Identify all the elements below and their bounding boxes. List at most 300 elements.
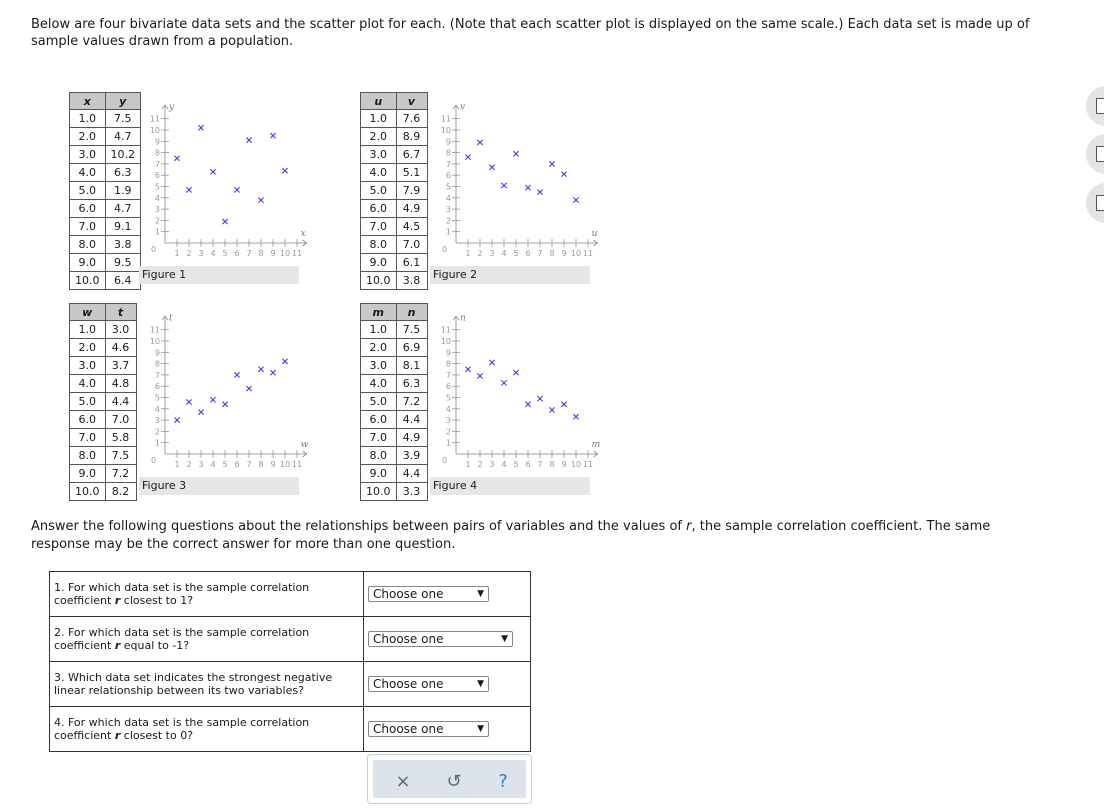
table-row: [361, 411, 428, 429]
data-point: [525, 402, 530, 407]
y-value-cell: 8.1: [396, 357, 427, 375]
table-row: [361, 447, 428, 465]
table-row: [70, 483, 137, 501]
y-value-cell: 6.7: [396, 146, 427, 164]
table-row: [70, 236, 141, 254]
x-value-cell: 8.0: [70, 236, 106, 254]
y-tick-label: 3: [445, 205, 451, 215]
x-value-cell: 3.0: [361, 146, 397, 164]
x-value-cell: 10.0: [361, 272, 397, 290]
y-axis-label: n: [460, 313, 466, 324]
data-point: [258, 197, 263, 202]
y-value-cell: 3.8: [105, 236, 141, 254]
y-tick-label: 11: [149, 325, 160, 335]
y-tick-label: 3: [154, 205, 160, 215]
y-tick-label: 3: [445, 416, 451, 426]
origin-label: 0: [442, 245, 448, 254]
y-value-cell: 4.7: [105, 128, 141, 146]
y-tick-label: 10: [149, 337, 160, 346]
y-value-cell: 7.5: [105, 110, 141, 128]
y-value-cell: 3.0: [105, 321, 136, 339]
y-tick-label: 1: [445, 438, 451, 448]
x-value-cell: 2.0: [70, 339, 106, 357]
x-value-cell: 5.0: [70, 393, 106, 411]
question-part: 2. For which data set is the sample correlation coefficient: [54, 626, 310, 652]
question-row: [50, 707, 531, 752]
y-tick-label: 7: [154, 370, 160, 380]
x-axis-label: m: [591, 440, 601, 450]
data-point: [489, 165, 494, 170]
x-value-cell: 7.0: [361, 429, 397, 447]
data-point: [282, 359, 287, 364]
data-point: [573, 197, 578, 202]
x-value-cell: 5.0: [361, 182, 397, 200]
x-tick-label: 8: [258, 249, 264, 258]
y-value-cell: 8.9: [396, 128, 427, 146]
x-value-cell: 6.0: [70, 411, 106, 429]
data-point: [270, 370, 275, 375]
x-value-cell: 3.0: [70, 357, 106, 375]
y-tick-label: 5: [154, 182, 160, 192]
y-tick-label: 4: [445, 193, 451, 203]
table-row: [361, 182, 428, 200]
table-row: [70, 447, 137, 465]
table-row: [70, 218, 141, 236]
data-point: [222, 402, 227, 407]
help-button[interactable]: ?: [498, 770, 508, 792]
x-tick-label: 2: [186, 249, 192, 258]
scatter-plot-4: [430, 303, 601, 473]
x-tick-label: 2: [477, 460, 483, 469]
x-tick-label: 1: [465, 460, 471, 469]
origin-label: 0: [151, 245, 157, 254]
select-value: Choose one: [373, 632, 444, 646]
notes-tab[interactable]: [1086, 183, 1104, 223]
x-tick-label: 6: [525, 460, 531, 469]
table-row: [361, 272, 428, 290]
select-value: Choose one: [373, 677, 444, 691]
y-tick-label: 8: [154, 359, 160, 369]
y-value-cell: 4.9: [396, 200, 427, 218]
x-tick-label: 3: [198, 249, 204, 258]
column-header: y: [105, 93, 141, 110]
data-point: [186, 399, 191, 404]
y-tick-label: 4: [154, 193, 160, 203]
x-tick-label: 1: [465, 249, 471, 258]
y-tick-label: 8: [445, 359, 451, 369]
answer-select-1[interactable]: [368, 586, 489, 602]
x-value-cell: 6.0: [361, 200, 397, 218]
table-row: [361, 200, 428, 218]
answer-select-2[interactable]: [368, 631, 513, 647]
select-value: Choose one: [373, 722, 444, 736]
x-tick-label: 7: [246, 249, 252, 258]
y-tick-label: 2: [154, 216, 160, 226]
figure-label: Figure 2: [430, 266, 590, 284]
answer-cell: [364, 662, 531, 707]
y-value-cell: 3.9: [396, 447, 427, 465]
x-value-cell: 3.0: [70, 146, 106, 164]
x-tick-label: 1: [174, 249, 180, 258]
table-row: [70, 411, 137, 429]
y-value-cell: 7.9: [396, 182, 427, 200]
question-text: [50, 572, 364, 617]
table-row: [70, 164, 141, 182]
table-row: [361, 357, 428, 375]
y-tick-label: 6: [445, 171, 451, 181]
origin-label: 0: [151, 456, 157, 465]
x-value-cell: 4.0: [361, 375, 397, 393]
x-tick-label: 4: [501, 249, 507, 258]
data-point: [186, 187, 191, 192]
column-header: m: [361, 304, 397, 321]
x-tick-label: 8: [258, 460, 264, 469]
x-tick-label: 4: [210, 249, 216, 258]
data-point: [561, 402, 566, 407]
question-part: 4. For which data set is the sample correlation coefficient: [54, 716, 310, 742]
y-tick-label: 6: [445, 382, 451, 392]
y-tick-label: 4: [445, 404, 451, 414]
y-value-cell: 4.4: [105, 393, 136, 411]
data-point: [222, 219, 227, 224]
answer-select-4[interactable]: [368, 721, 489, 737]
table-row: [70, 321, 137, 339]
x-value-cell: 8.0: [70, 447, 106, 465]
y-tick-label: 11: [440, 114, 451, 124]
x-value-cell: 10.0: [70, 272, 106, 290]
y-tick-label: 8: [445, 148, 451, 158]
x-tick-label: 5: [513, 460, 519, 469]
x-tick-label: 1: [174, 460, 180, 469]
question-part: equal to -1?: [120, 639, 190, 652]
x-tick-label: 9: [270, 249, 276, 258]
y-axis-label: t: [169, 313, 173, 324]
calculator-tab[interactable]: [1086, 86, 1104, 126]
data-point: [210, 397, 215, 402]
y-tick-label: 6: [154, 171, 160, 181]
y-tick-label: 11: [149, 114, 160, 124]
y-tick-label: 5: [445, 182, 451, 192]
data-point: [465, 367, 470, 372]
y-value-cell: 4.8: [105, 375, 136, 393]
y-value-cell: 6.1: [396, 254, 427, 272]
question-row: [50, 617, 531, 662]
x-value-cell: 2.0: [361, 339, 397, 357]
x-value-cell: 9.0: [361, 254, 397, 272]
table-row: [361, 218, 428, 236]
table-row: [361, 393, 428, 411]
data-point: [477, 373, 482, 378]
y-value-cell: 7.2: [105, 465, 136, 483]
table-row: [70, 339, 137, 357]
x-value-cell: 1.0: [70, 321, 106, 339]
y-tick-label: 9: [445, 348, 451, 358]
reference-tab[interactable]: [1086, 134, 1104, 174]
y-axis-label: y: [169, 102, 175, 113]
table-row: [70, 110, 141, 128]
x-tick-label: 10: [570, 249, 582, 258]
data-point: [282, 168, 287, 173]
table-row: [361, 110, 428, 128]
answer-cell: [364, 617, 531, 662]
table-row: [70, 254, 141, 272]
table-row: [361, 164, 428, 182]
table-row: [361, 254, 428, 272]
x-tick-label: 2: [477, 249, 483, 258]
x-tick-label: 4: [501, 460, 507, 469]
y-value-cell: 4.4: [396, 411, 427, 429]
y-value-cell: 1.9: [105, 182, 141, 200]
scatter-plot-1: [139, 92, 306, 262]
y-tick-label: 6: [154, 382, 160, 392]
table-row: [70, 128, 141, 146]
y-value-cell: 7.2: [396, 393, 427, 411]
y-value-cell: 6.9: [396, 339, 427, 357]
table-row: [361, 128, 428, 146]
y-value-cell: 3.3: [396, 483, 427, 501]
x-tick-label: 2: [186, 460, 192, 469]
x-axis-label: w: [300, 440, 309, 450]
y-tick-label: 7: [154, 159, 160, 169]
y-tick-label: 1: [154, 227, 160, 237]
y-tick-label: 7: [445, 159, 451, 169]
y-value-cell: 9.1: [105, 218, 141, 236]
scatter-plot-2: [430, 92, 598, 262]
data-point: [174, 418, 179, 423]
x-tick-label: 9: [270, 460, 276, 469]
x-value-cell: 4.0: [70, 375, 106, 393]
clear-button[interactable]: ×: [395, 770, 411, 792]
calculator-icon: [1096, 98, 1104, 114]
intro-part: Answer the following questions about the relationships between pairs of variables and the values of: [31, 519, 687, 534]
toolbar-panel: [373, 760, 526, 798]
y-tick-label: 3: [154, 416, 160, 426]
x-value-cell: 7.0: [70, 218, 106, 236]
x-value-cell: 1.0: [361, 110, 397, 128]
question-row: [50, 662, 531, 707]
y-tick-label: 2: [445, 427, 451, 437]
y-tick-label: 9: [154, 137, 160, 147]
x-tick-label: 10: [279, 249, 291, 258]
data-point: [537, 396, 542, 401]
data-point: [174, 156, 179, 161]
x-tick-label: 8: [549, 460, 555, 469]
data-table-1: [69, 92, 141, 290]
y-value-cell: 8.2: [105, 483, 136, 501]
y-tick-label: 1: [154, 438, 160, 448]
y-axis-label: v: [460, 102, 466, 113]
r-symbol: r: [686, 519, 692, 534]
table-row: [361, 339, 428, 357]
y-value-cell: 6.4: [105, 272, 141, 290]
x-tick-label: 11: [582, 460, 594, 469]
data-point: [270, 133, 275, 138]
data-point: [525, 185, 530, 190]
r-symbol: r: [114, 594, 121, 607]
x-tick-label: 10: [279, 460, 291, 469]
x-value-cell: 9.0: [70, 254, 106, 272]
y-tick-label: 10: [440, 337, 451, 346]
x-value-cell: 10.0: [70, 483, 106, 501]
column-header: w: [70, 304, 106, 321]
answer-toolbar: [367, 754, 532, 804]
data-point: [501, 380, 506, 385]
y-tick-label: 4: [154, 404, 160, 414]
x-tick-label: 11: [291, 460, 303, 469]
data-point: [258, 367, 263, 372]
questions-table: [49, 571, 531, 752]
question-part: closest to 0?: [120, 729, 194, 742]
table-row: [70, 272, 141, 290]
y-value-cell: 10.2: [105, 146, 141, 164]
table-row: [361, 429, 428, 447]
intro-part: , the sample correlation coefficient. The same response may be the correct answer for more than one question.: [31, 519, 991, 552]
data-table-4: [360, 303, 428, 501]
column-header: x: [70, 93, 106, 110]
column-header: n: [396, 304, 427, 321]
y-value-cell: 3.8: [396, 272, 427, 290]
dropdown-arrow-icon: ▼: [477, 589, 484, 599]
question-part: 3. Which data set indicates the strongest negative linear relationship between its two variables?: [54, 671, 333, 697]
data-point: [549, 407, 554, 412]
table-row: [70, 393, 137, 411]
figure-label: Figure 3: [139, 477, 299, 495]
data-point: [246, 386, 251, 391]
x-value-cell: 6.0: [361, 411, 397, 429]
data-point: [465, 155, 470, 160]
data-point: [573, 414, 578, 419]
r-symbol: r: [114, 729, 121, 742]
y-value-cell: 5.1: [396, 164, 427, 182]
y-value-cell: 7.0: [105, 411, 136, 429]
x-tick-label: 5: [222, 249, 228, 258]
question-text: [50, 662, 364, 707]
figure-label: Figure 1: [139, 266, 299, 284]
dropdown-arrow-icon: ▼: [477, 679, 484, 689]
x-tick-label: 8: [549, 249, 555, 258]
data-point: [549, 161, 554, 166]
book-icon: [1096, 146, 1104, 162]
x-value-cell: 2.0: [361, 128, 397, 146]
dropdown-arrow-icon: ▼: [501, 634, 508, 644]
x-tick-label: 7: [246, 460, 252, 469]
x-tick-label: 9: [561, 249, 567, 258]
table-row: [361, 465, 428, 483]
x-value-cell: 7.0: [361, 218, 397, 236]
x-tick-label: 3: [489, 460, 495, 469]
table-row: [361, 483, 428, 501]
data-point: [198, 125, 203, 130]
y-tick-label: 9: [154, 348, 160, 358]
x-tick-label: 7: [537, 249, 543, 258]
x-tick-label: 5: [222, 460, 228, 469]
y-value-cell: 4.4: [396, 465, 427, 483]
data-point: [513, 151, 518, 156]
table-row: [70, 465, 137, 483]
answer-cell: [364, 572, 531, 617]
x-tick-label: 11: [291, 249, 303, 258]
x-tick-label: 11: [582, 249, 594, 258]
x-value-cell: 4.0: [361, 164, 397, 182]
table-row: [361, 321, 428, 339]
intro-text: Below are four bivariate data sets and the scatter plot for each. (Note that each scatter plot is displayed on the same scale.) Each data set is made up of sample values drawn from a population.: [31, 17, 1030, 49]
x-value-cell: 6.0: [70, 200, 106, 218]
x-axis-label: x: [300, 229, 306, 239]
x-value-cell: 1.0: [361, 321, 397, 339]
x-tick-label: 3: [489, 249, 495, 258]
y-tick-label: 10: [149, 126, 160, 135]
x-tick-label: 9: [561, 460, 567, 469]
y-value-cell: 6.3: [105, 164, 141, 182]
notes-icon: [1096, 195, 1104, 211]
answer-cell: [364, 707, 531, 752]
data-point: [477, 140, 482, 145]
r-symbol: r: [114, 639, 121, 652]
x-tick-label: 4: [210, 460, 216, 469]
question-part: 1. For which data set is the sample correlation coefficient: [54, 581, 310, 607]
y-tick-label: 7: [445, 370, 451, 380]
y-value-cell: 6.3: [396, 375, 427, 393]
x-value-cell: 3.0: [361, 357, 397, 375]
questions-intro: [31, 518, 1041, 554]
x-value-cell: 2.0: [70, 128, 106, 146]
y-tick-label: 2: [154, 427, 160, 437]
x-value-cell: 7.0: [70, 429, 106, 447]
data-point: [513, 370, 518, 375]
scatter-plot-3: [139, 303, 309, 473]
figure-label: Figure 4: [430, 477, 590, 495]
x-tick-label: 3: [198, 460, 204, 469]
y-value-cell: 5.8: [105, 429, 136, 447]
y-value-cell: 9.5: [105, 254, 141, 272]
dropdown-arrow-icon: ▼: [477, 724, 484, 734]
x-tick-label: 6: [234, 249, 240, 258]
data-point: [210, 169, 215, 174]
data-point: [489, 360, 494, 365]
y-tick-label: 5: [445, 393, 451, 403]
table-row: [70, 357, 137, 375]
y-tick-label: 8: [154, 148, 160, 158]
y-tick-label: 9: [445, 137, 451, 147]
column-header: u: [361, 93, 397, 110]
y-value-cell: 7.0: [396, 236, 427, 254]
undo-button[interactable]: ↺: [446, 770, 462, 792]
column-header: t: [105, 304, 136, 321]
table-row: [361, 146, 428, 164]
table-row: [70, 375, 137, 393]
question-row: [50, 572, 531, 617]
y-value-cell: 4.5: [396, 218, 427, 236]
x-value-cell: 8.0: [361, 236, 397, 254]
x-axis-label: u: [591, 229, 598, 239]
question-text: [50, 707, 364, 752]
data-table-2: [360, 92, 428, 290]
table-row: [361, 236, 428, 254]
y-tick-label: 10: [440, 126, 451, 135]
data-point: [198, 410, 203, 415]
y-value-cell: 3.7: [105, 357, 136, 375]
origin-label: 0: [442, 456, 448, 465]
x-tick-label: 6: [525, 249, 531, 258]
question-text: [50, 617, 364, 662]
table-row: [70, 429, 137, 447]
x-tick-label: 5: [513, 249, 519, 258]
data-point: [234, 187, 239, 192]
x-value-cell: 4.0: [70, 164, 106, 182]
y-value-cell: 7.5: [105, 447, 136, 465]
data-table-3: [69, 303, 137, 501]
answer-select-3[interactable]: [368, 676, 489, 692]
